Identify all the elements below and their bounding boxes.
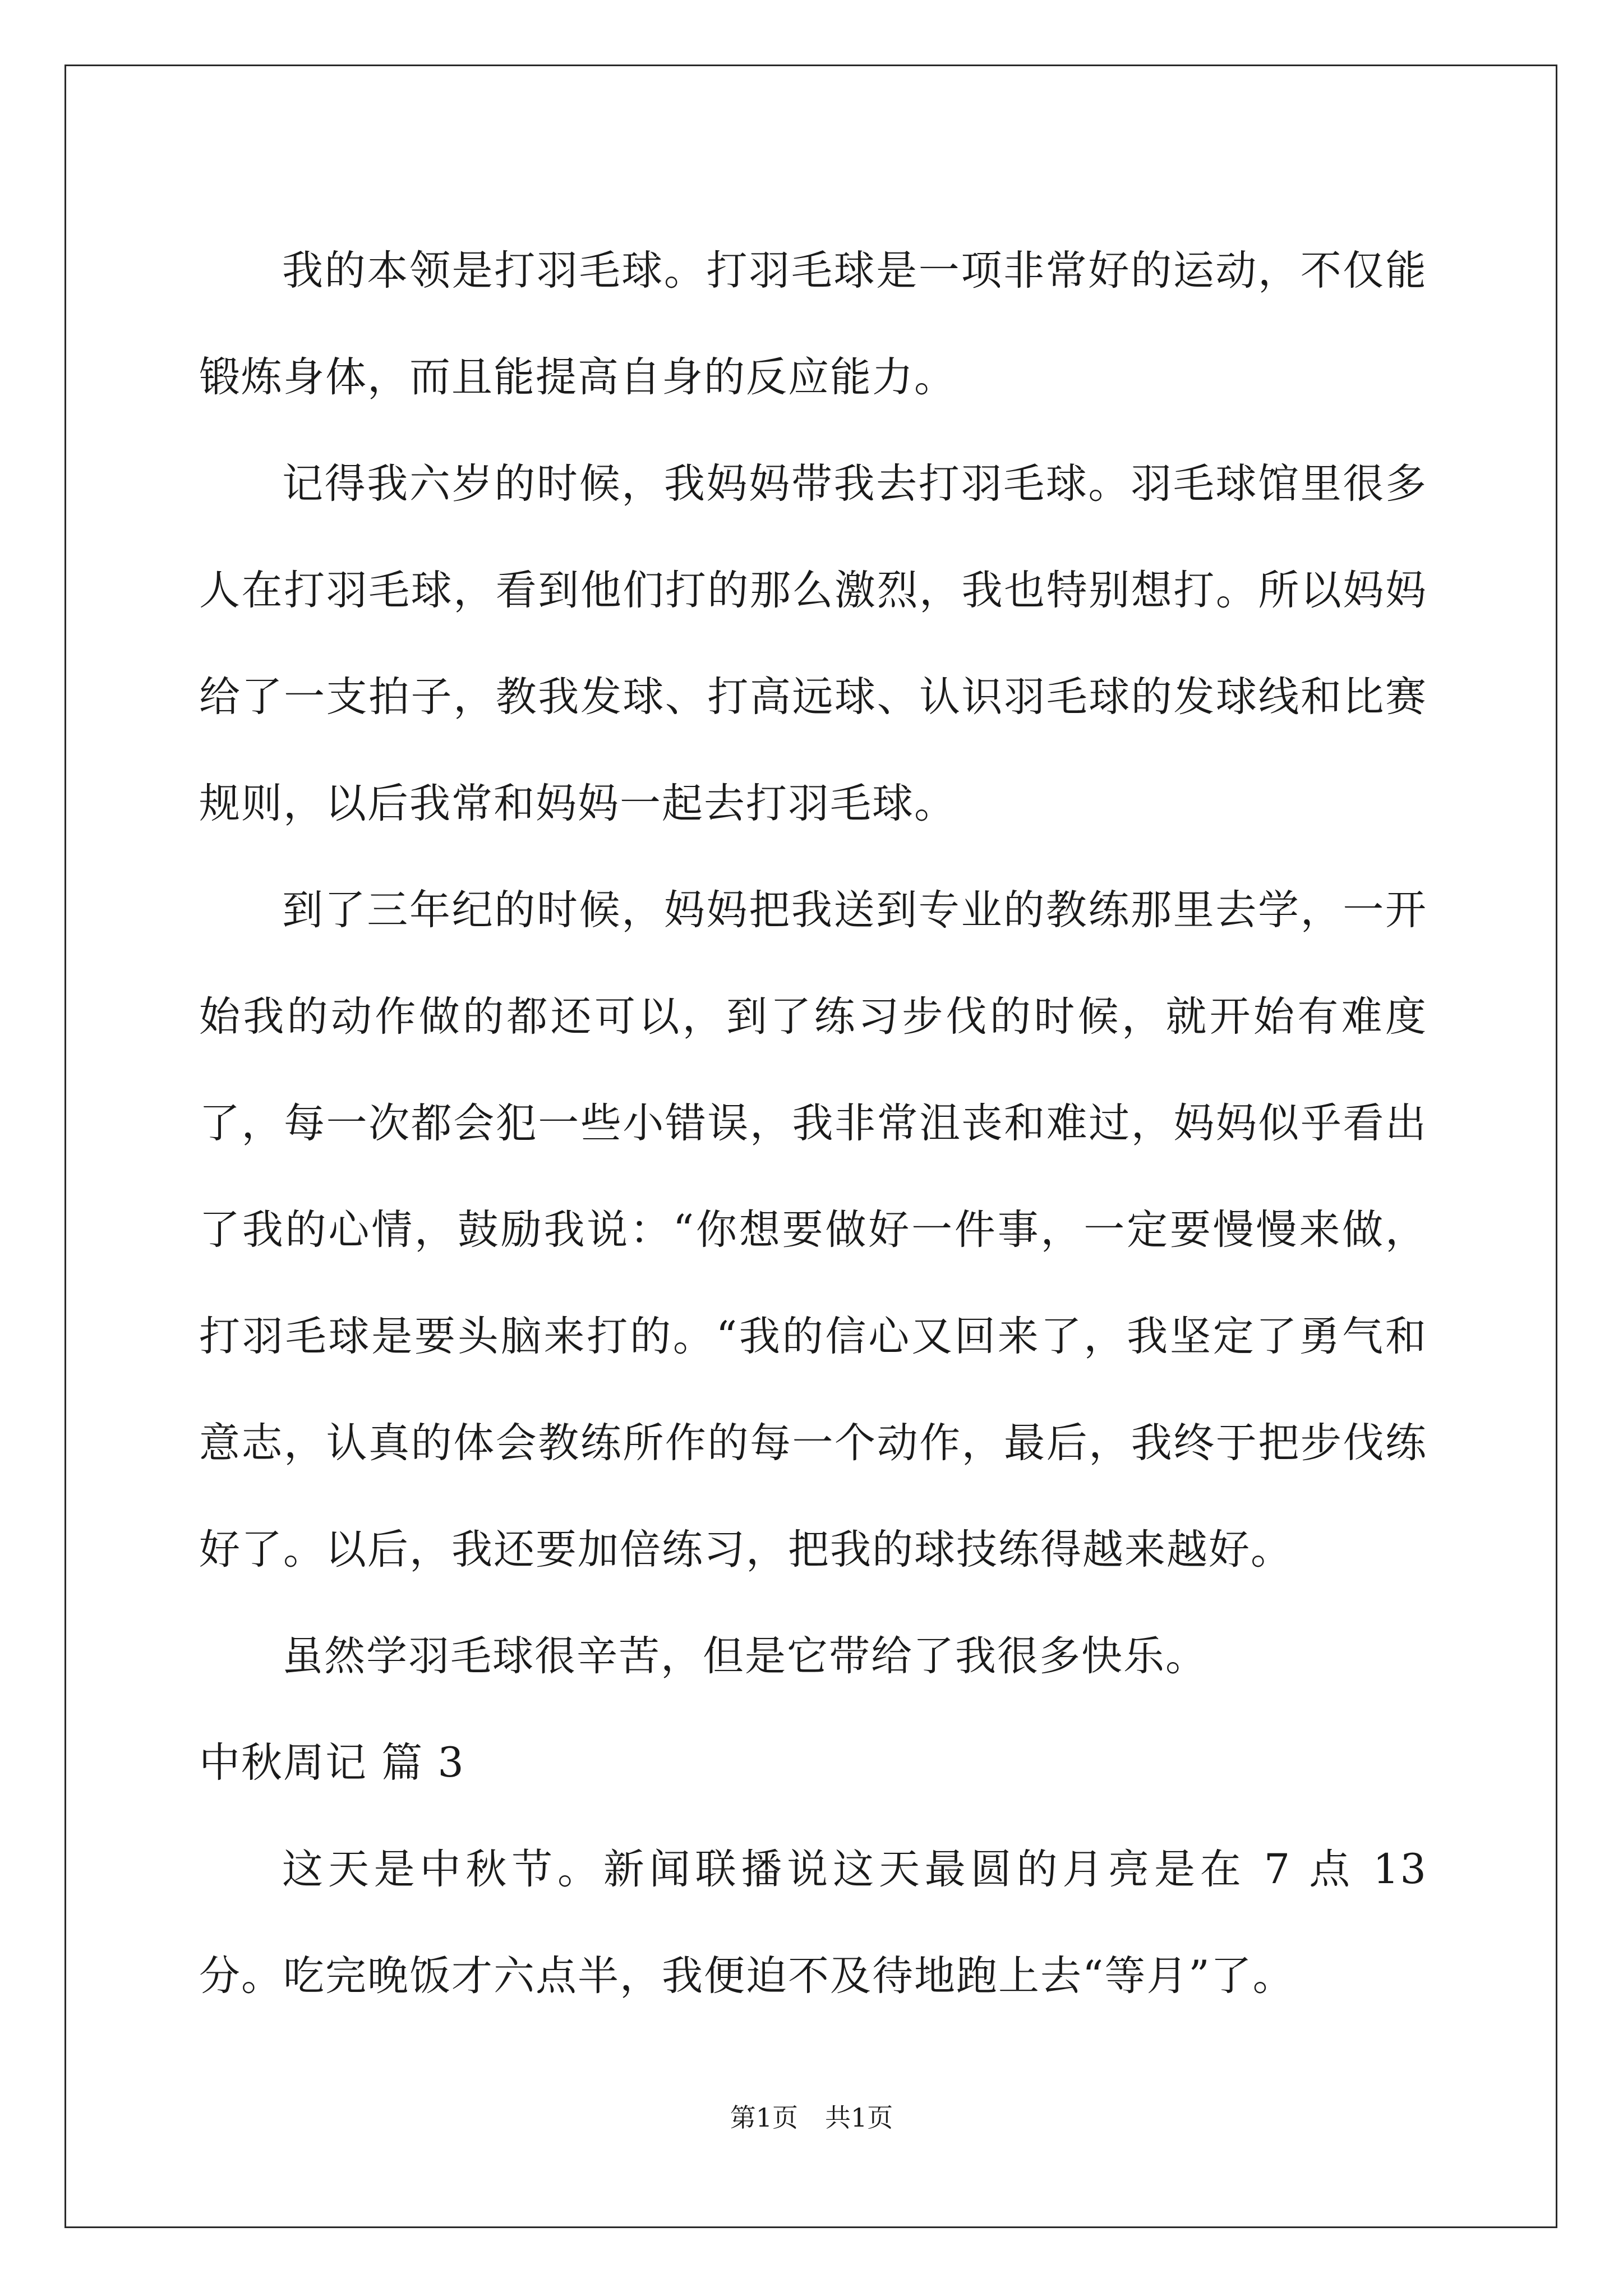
paragraph-4: 虽然学羽毛球很辛苦，但是它带给了我很多快乐。: [282, 1632, 1207, 1680]
document-body: [199, 218, 1427, 2030]
page-footer: [0, 2101, 1623, 2134]
paragraph-2: 记得我六岁的时候，我妈妈带我去打羽毛球。羽毛球馆里很多人在打羽毛球，看到他们打的那么激烈，我也特别想打。所以妈妈给了一支拍子，教我发球、打高远球、认识羽毛球的发球线和比赛规则，以后我常和妈妈一起去打羽毛球。: [199, 460, 1427, 827]
section-heading: 中秋周记 篇 3: [199, 1739, 465, 1787]
paragraph-3: 到了三年纪的时候，妈妈把我送到专业的教练那里去学，一开始我的动作做的都还可以，到了练习步伐的时候，就开始有难度了，每一次都会犯一些小错误，我非常沮丧和难过，妈妈似乎看出了我的心情，鼓励我说：“你想要做好一件事，一定要慢慢来做，打羽毛球是要头脑来打的。“我的信心又回来了，我坚定了勇气和意志，认真的体会教练所作的每一个动作，最后，我终于把步伐练好了。以后，我还要加倍练习，把我的球技练得越来越好。: [199, 886, 1427, 1573]
paragraph-5: 这天是中秋节。新闻联播说这天最圆的月亮是在 7 点 13 分。吃完晚饭才六点半，我便迫不及待地跑上去“等月”了。: [199, 1846, 1427, 2000]
page-number-total: 共1页: [825, 2102, 893, 2133]
page-number-current: 第1页: [730, 2102, 798, 2133]
paragraph-1: 我的本领是打羽毛球。打羽毛球是一项非常好的运动，不仅能锻炼身体，而且能提高自身的反应能力。: [199, 247, 1427, 401]
